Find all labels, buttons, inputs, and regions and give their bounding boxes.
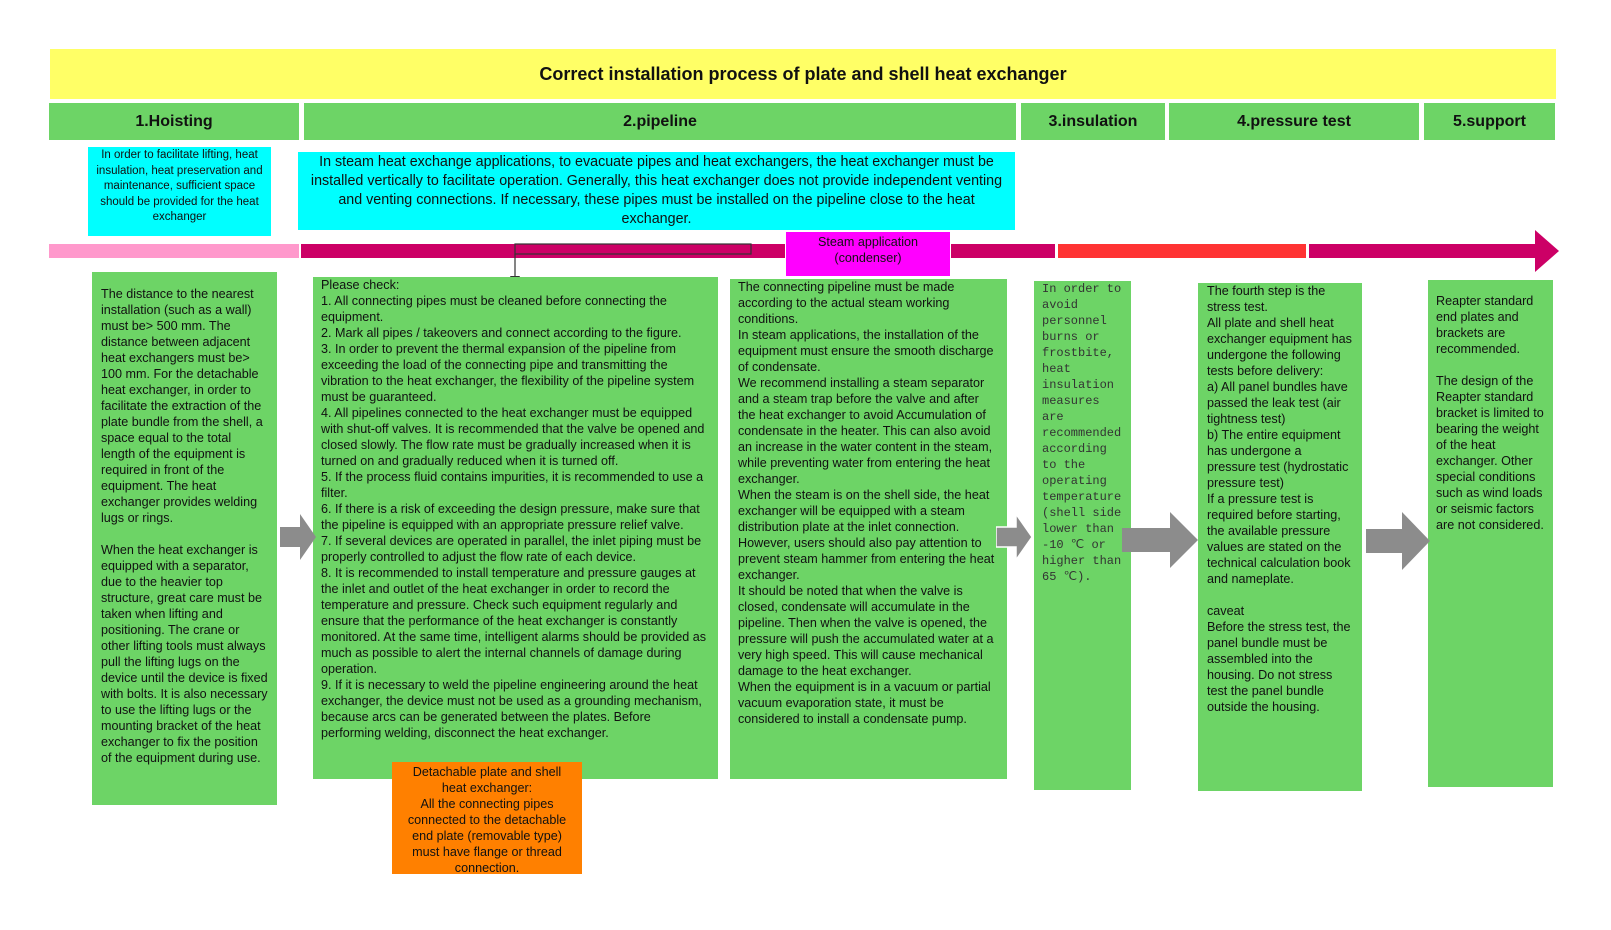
steam-application-label: Steam application (condenser): [786, 232, 950, 276]
timeline-arrowhead-icon: [1535, 230, 1559, 272]
step-arrow-icon: [280, 514, 316, 560]
step-header-hoisting: 1.Hoisting: [49, 103, 299, 140]
hoisting-details: The distance to the nearest installation (such as a wall) must be> 500 mm. The distance between adjacent heat exchangers must be> 100 mm. For the detachable heat exchanger, in order to facilitate the extraction of the plate bundle from the shell, a space equal to the total length of the equipment is required in front of the equipment. The heat exchanger provides welding lugs or rings. When the heat exchanger is equipped with a separator, due to the heavier top structure, great care must be taken when lifting and positioning. The crane or other lifting tools must always pull the lifting lugs on the device until the device is fixed with bolts. It is also necessary to use the lifting lugs or the mounting bracket of the heat exchanger to fix the position of the equipment during use.: [92, 272, 277, 805]
support-details: Reapter standard end plates and brackets are recommended. The design of the Reapter standard bracket is limited to bearing the weight of the heat exchanger. Other special conditions such as wind loads or seismic factors are not considered.: [1428, 280, 1553, 787]
step-arrow-icon: [996, 514, 1032, 560]
pipeline-check-details: Please check: 1. All connecting pipes must be cleaned before connecting the equipment. 2. Mark all pipes / takeovers and connect according to the figure. 3. In order to prevent the thermal expansion of the pipeline from exceeding the load of the connecting pipe and transmitting the vibration to the heat exchanger, the flexibility of the pipeline system must be guaranteed. 4. All pipelines connected to the heat exchanger must be equipped with shut-off valves. It is recommended that the valve be opened and closed slowly. The flow rate must be gradually increased when it is turned on and gradually reduced when it is turned off. 5. If the process fluid contains impurities, it is recommended to use a filter. 6. If there is a risk of exceeding the design pressure, make sure that the pipeline is equipped with an appropriate pressure relief valve. 7. If several devices are operated in parallel, the inlet piping must be properly controlled to adjust the flow rate of each device. 8. It is recommended to install temperature and pressure gauges at the inlet and outlet of the heat exchanger in order to record the temperature and pressure. Check such equipment regularly and ensure that the performance of the heat exchanger is constantly monitored. At the same time, intelligent alarms should be provided as much as possible to alert the internal channels of damage during operation. 9. If it is necessary to weld the pipeline engineering around the heat exchanger, the device must not be used as a grounding mechanism, because arcs can be generated between the plates. Before performing welding, disconnect the heat exchanger.: [313, 277, 718, 779]
pipeline-note: In steam heat exchange applications, to evacuate pipes and heat exchangers, the heat exchanger must be installed vertically to facilitate operation. Generally, this heat exchanger does not provide independent venting and venting connections. If necessary, these pipes must be installed on the pipeline close to the heat exchanger.: [298, 152, 1015, 230]
step-arrow-icon: [1122, 512, 1198, 568]
step-header-pipeline: 2.pipeline: [304, 103, 1016, 140]
pressure-test-details: The fourth step is the stress test. All plate and shell heat exchanger equipment has undergone the following tests before delivery: a) All panel bundles have passed the leak test (air tightness test) b) The entire equipment has undergone a pressure test (hydrostatic pressure test) If a pressure test is required before starting, the available pressure values are stated on the technical calculation book and nameplate. caveat Before the stress test, the panel bundle must be assembled into the housing. Do not stress test the panel bundle outside the housing.: [1198, 283, 1362, 791]
hoisting-note: In order to facilitate lifting, heat insulation, heat preservation and maintenance, sufficient space should be provided for the heat exchanger: [88, 147, 271, 236]
timeline-segment-hoisting: [49, 244, 299, 258]
detachable-note: Detachable plate and shell heat exchanger: All the connecting pipes connected to the detachable end plate (removable type) must have flange or thread connection.: [392, 762, 582, 874]
timeline-segment-pressure: [1058, 244, 1306, 258]
step-arrow-icon: [1366, 512, 1430, 570]
insulation-details: In order to avoid personnel burns or frostbite, heat insulation measures are recommended according to the operating temperature (shell side lower than -10 ℃ or higher than 65 ℃).: [1034, 281, 1131, 790]
step-header-pressure-test: 4.pressure test: [1169, 103, 1419, 140]
timeline-segment-pipeline-end: [951, 244, 1055, 258]
step-header-support: 5.support: [1424, 103, 1555, 140]
diagram-title: Correct installation process of plate and shell heat exchanger: [50, 49, 1556, 99]
pipeline-steam-details: The connecting pipeline must be made according to the actual steam working conditions. In steam applications, the installation of the equipment must ensure the smooth discharge of condensate. We recommend installing a steam separator and a steam trap before the valve and after the heat exchanger to avoid Accumulation of condensate in the heater. This can also avoid an increase in the water content in the steam, while preventing water from entering the heat exchanger. When the steam is on the shell side, the heat exchanger will be equipped with a steam distribution plate at the inlet connection. However, users should also pay attention to prevent steam hammer from entering the heat exchanger. It should be noted that when the valve is closed, condensate will accumulate in the pipeline. Then when the valve is opened, the pressure will push the accumulated water at a very high speed. This will cause mechanical damage to the heat exchanger. When the equipment is in a vacuum or partial vacuum evaporation state, it must be considered to install a condensate pump.: [730, 279, 1007, 779]
step-header-insulation: 3.insulation: [1021, 103, 1165, 140]
timeline-segment-support: [1309, 244, 1537, 258]
